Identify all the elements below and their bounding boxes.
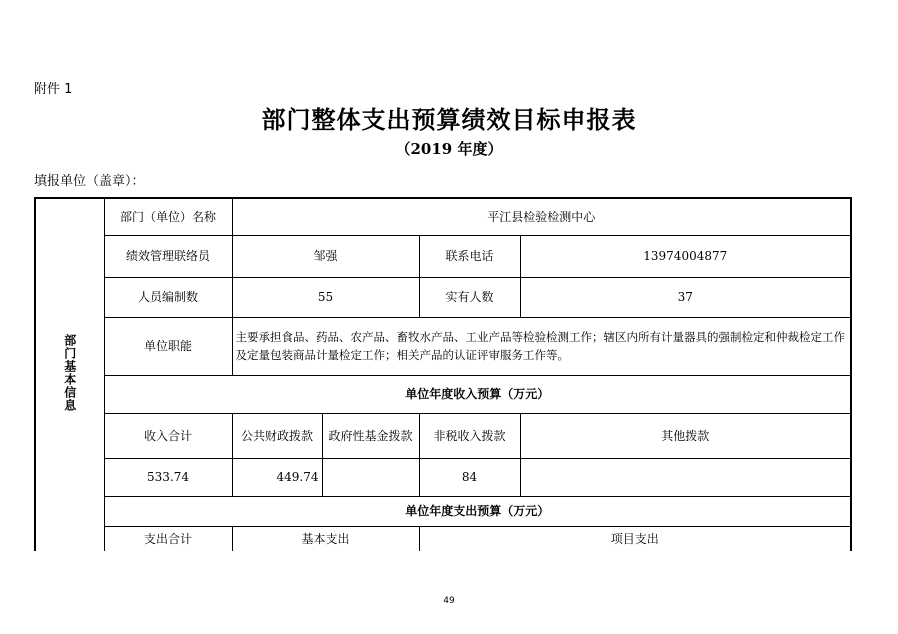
expense-col-total: 支出合计: [104, 526, 232, 551]
contact-label: 绩效管理联络员: [104, 235, 232, 277]
contact-value: 邹强: [232, 235, 419, 277]
income-gov-fund-value: [322, 458, 419, 496]
dept-name-value: 平江县检验检测中心: [232, 198, 851, 235]
income-public-finance-value: 449.74: [232, 458, 322, 496]
income-non-tax-value: 84: [419, 458, 520, 496]
filler-unit-label: 填报单位（盖章）：: [34, 174, 145, 189]
section-label: 部门基本信息: [62, 333, 77, 412]
attachment-label: 附件 1: [34, 82, 73, 97]
actual-staff-value: 37: [520, 277, 851, 317]
staff-value: 55: [232, 277, 419, 317]
budget-form-table: [34, 197, 852, 551]
phone-label: 联系电话: [419, 235, 520, 277]
income-other-value: [520, 458, 851, 496]
section-label-cell: [35, 198, 104, 551]
income-col-gov-fund: 政府性基金拨款: [322, 413, 419, 458]
expense-col-project: 项目支出: [419, 526, 851, 551]
expense-col-basic: 基本支出: [232, 526, 419, 551]
expense-budget-header: 单位年度支出预算（万元）: [104, 496, 851, 526]
page-number: 49: [443, 596, 455, 606]
income-col-public-finance: 公共财政拨款: [232, 413, 322, 458]
income-col-other: 其他拨款: [520, 413, 851, 458]
income-budget-header: 单位年度收入预算（万元）: [104, 375, 851, 413]
duty-value: 主要承担食品、药品、农产品、畜牧水产品、工业产品等检验检测工作；辖区内所有计量器具的强制检定和仲裁检定工作及定量包装商品计量检定工作；相关产品的认证评审服务工作等。: [232, 317, 851, 375]
staff-label: 人员编制数: [104, 277, 232, 317]
year-label: （2019 年度）: [395, 140, 503, 158]
income-col-total: 收入合计: [104, 413, 232, 458]
income-col-non-tax: 非税收入拨款: [419, 413, 520, 458]
dept-name-label: 部门（单位）名称: [104, 198, 232, 235]
actual-staff-label: 实有人数: [419, 277, 520, 317]
page-title: 部门整体支出预算绩效目标申报表: [261, 105, 637, 134]
duty-label: 单位职能: [104, 317, 232, 375]
income-total-value: 533.74: [104, 458, 232, 496]
phone-value: 13974004877: [520, 235, 851, 277]
